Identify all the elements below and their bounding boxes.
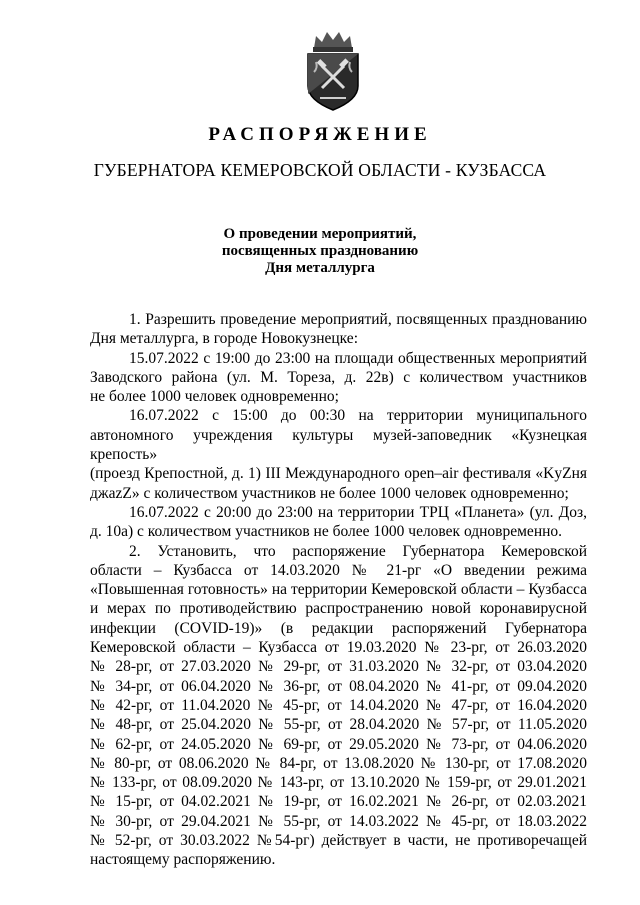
body-line: № 15-рг, от 04.02.2021 № 19-рг, от 16.02.2021 № 26-рг, от 02.03.2021: [90, 793, 587, 811]
body-line: № 30-рг, от 29.04.2021 № 55-рг, от 14.03.2022 № 45-рг, от 18.03.2022: [90, 812, 587, 830]
coat-of-arms-icon: [300, 28, 366, 112]
body-line: не более 1000 человек одновременно;: [90, 388, 339, 406]
body-line: автономного учреждения культуры музей-заповедник «Кузнецкая крепость»: [90, 426, 587, 464]
body-line: № 42-рг, от 11.04.2020 № 45-рг, от 14.04.2020 № 47-рг, от 16.04.2020: [90, 696, 587, 714]
body-line: № 133-рг, от 08.09.2020 № 143-рг, от 13.10.2020 № 159-рг, от 29.01.2021: [90, 774, 587, 792]
body-line: Дня металлурга, в городе Новокузнецке:: [90, 330, 358, 348]
body-line: Заводского района (ул. М. Тореза, д. 22в) с количеством участников: [90, 368, 587, 386]
subject-line: посвященных празднованию: [221, 243, 419, 259]
document-body: [90, 310, 587, 870]
body-line: № 28-рг, от 27.03.2020 № 29-рг, от 31.03.2020 № 32-рг, от 03.04.2020: [90, 658, 587, 676]
body-line: области – Кузбасса от 14.03.2020 № 21-рг «О введении режима: [90, 561, 587, 579]
body-line: 16.07.2022 с 20:00 до 23:00 на территории ТРЦ «Планета» (ул. Доз,: [129, 503, 587, 521]
body-line: и мерах по противодействию распространению новой коронавирусной: [90, 600, 587, 618]
body-line: «Повышенная готовность» на территории Кемеровской области – Кузбасса: [90, 581, 587, 599]
body-line: д. 10а) с количеством участников не более 1000 человек одновременно.: [90, 523, 563, 541]
document-subject: [0, 226, 640, 277]
body-line: № 62-рг, от 24.05.2020 № 69-рг, от 29.05.2020 № 73-рг, от 04.06.2020: [90, 735, 587, 753]
document-title: РАСПОРЯЖЕНИЕ: [208, 124, 432, 145]
body-line: 15.07.2022 с 19:00 до 23:00 на площади общественных мероприятий: [129, 349, 587, 367]
body-line: № 34-рг, от 06.04.2020 № 36-рг, от 08.04.2020 № 41-рг, от 09.04.2020: [90, 677, 587, 695]
issuer-subtitle: ГУБЕРНАТОРА КЕМЕРОВСКОЙ ОБЛАСТИ - КУЗБАССА: [93, 160, 547, 180]
body-line: Кемеровской области – Кузбасса от 19.03.2020 № 23-рг, от 26.03.2020: [90, 639, 587, 657]
body-line: 1. Разрешить проведение мероприятий, посвященных празднованию: [129, 311, 587, 328]
subject-line: О проведении мероприятий,: [223, 226, 417, 242]
body-line: 16.07.2022 с 15:00 до 00:30 на территории муниципального: [129, 407, 587, 425]
body-line: № 48-рг, от 25.04.2020 № 55-рг, от 28.04.2020 № 57-рг, от 11.05.2020: [90, 716, 587, 734]
body-line: № 52-рг, от 30.03.2022 №54-рг) действует в части, не противоречащей: [90, 832, 587, 850]
body-line: 2. Установить, что распоряжение Губернатора Кемеровской: [129, 542, 587, 560]
body-line: (проезд Крепостной, д. 1) III Международного open–air фестиваля «KyZня: [90, 465, 587, 483]
body-line: инфекции (COVID-19)» (в редакции распоряжений Губернатора: [90, 619, 587, 637]
body-line: № 80-рг, от 08.06.2020 № 84-рг, от 13.08.2020 № 130-рг, от 17.08.2020: [90, 754, 587, 772]
subject-line: Дня металлурга: [265, 260, 375, 276]
body-line: настоящему распоряжению.: [90, 851, 276, 869]
body-line: джazZ» с количеством участников не более 1000 человек одновременно;: [90, 484, 569, 502]
